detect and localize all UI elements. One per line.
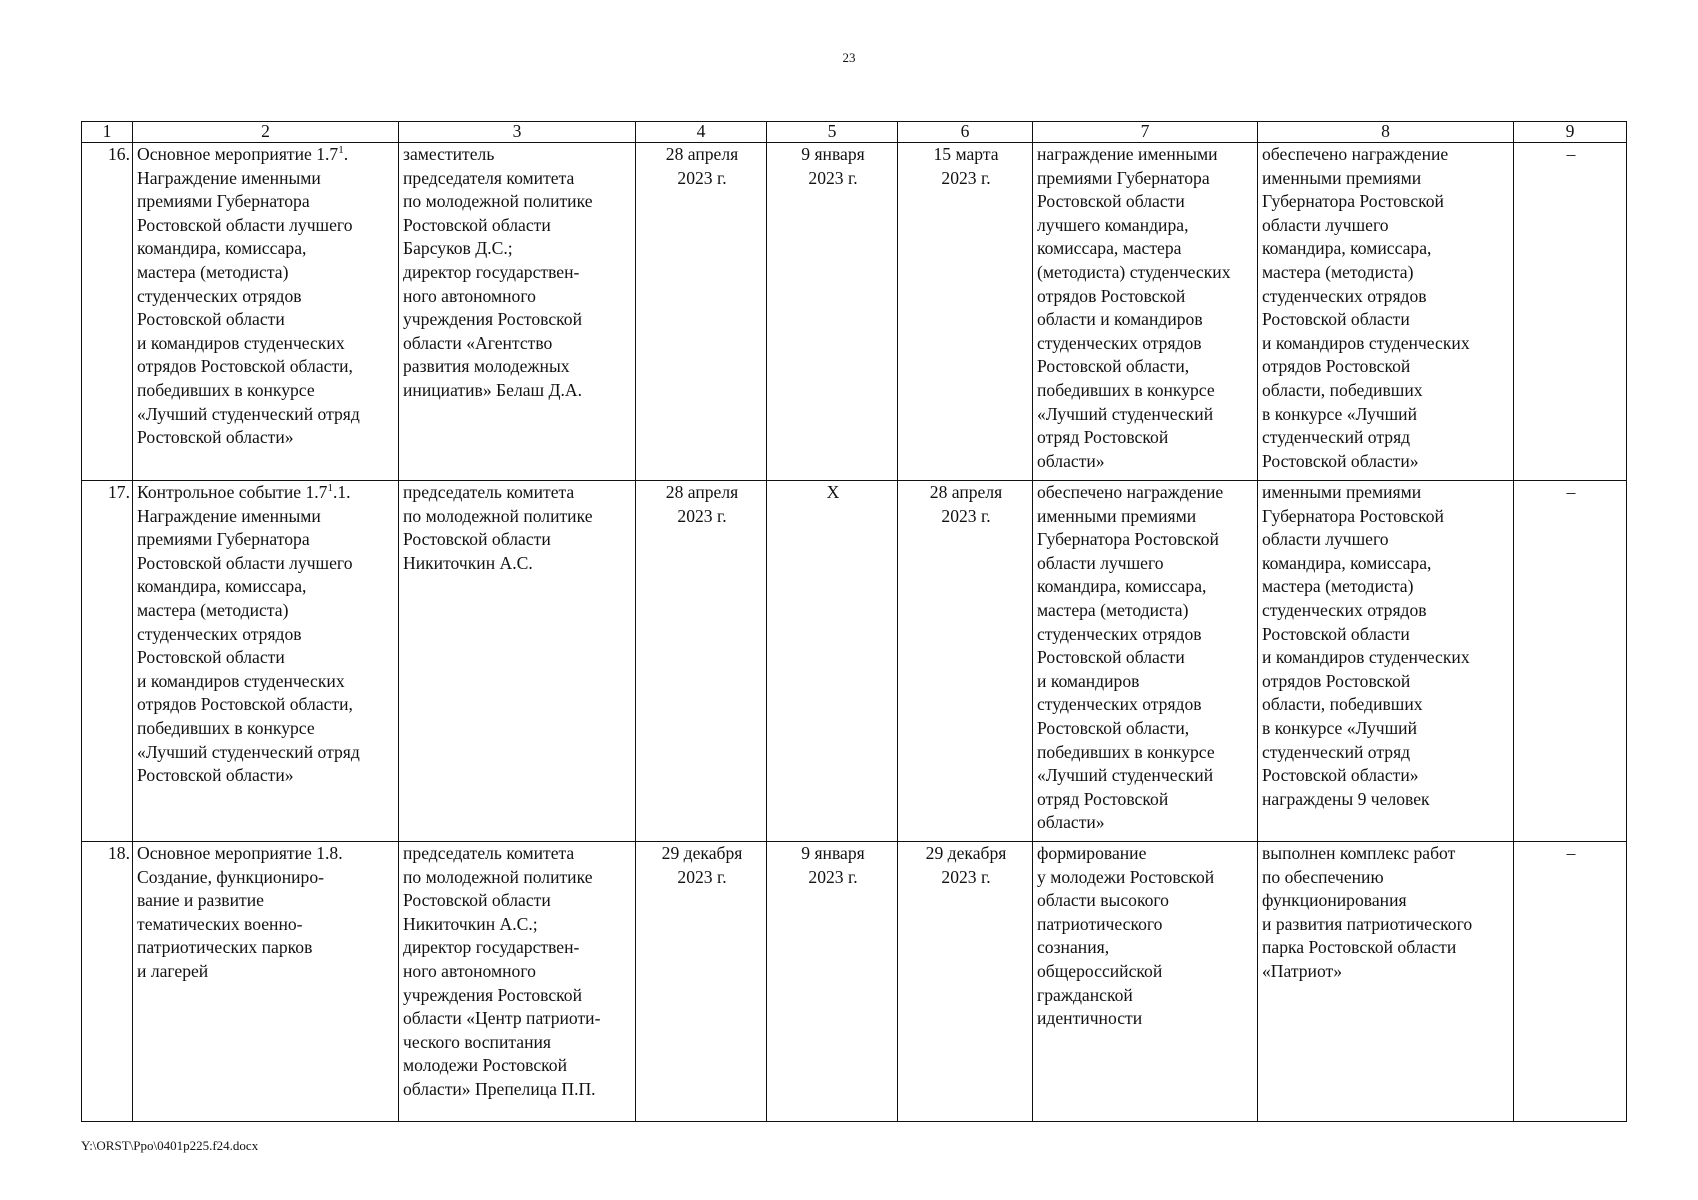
planned-date-cell — [636, 842, 767, 1122]
expected-result: обеспечено награждение именными премиями Губернатора Ростовской области лучшего командира, комиссара, мастера (методиста) студенческих отрядов Ростовской области и командиров студенческих отрядов Ростовской области, победивших в конкурсе «Лучший студенческий отряд Ростовской области» — [1037, 482, 1224, 833]
event-title-prefix: Основное мероприятие 1.8. Создание, функциониро- вание и развитие тематических военно- патриотических парков и лагерей — [137, 843, 343, 981]
responsible-text: председатель комитета по молодежной политике Ростовской области Никиточкин А.С.; директор государствен- ного автономного учреждения Ростовской области «Центр патриоти- ческого воспитания молодежи Ростовской области» Препелица П.П. — [403, 843, 601, 1099]
start-date: X — [826, 482, 840, 502]
actual-result-cell — [1258, 143, 1514, 481]
notes-cell: – — [1514, 842, 1627, 1122]
planned-date-cell — [636, 143, 767, 481]
column-header: 4 — [636, 122, 767, 143]
actual-result: именными премиями Губернатора Ростовской области лучшего командира, комиссара, мастера (методиста) студенческих отрядов Ростовской области и командиров студенческих отрядов Ростовской области, победивших в конкурсе «Лучший студенческий отряд Ростовской области» награждены 9 человек — [1262, 482, 1470, 809]
column-header: 2 — [133, 122, 399, 143]
event-title-cell — [133, 481, 399, 842]
file-path-footer: Y:\ORST\Ppo\0401p225.f24.docx — [81, 1138, 259, 1153]
event-title-rest: .1. Награждение именными премиями Губернатора Ростовской области лучшего командира, комиссара, мастера (методиста) студенческих отрядов Ростовской области и командиров студенческих отрядов Ростовской области, победивших в конкурсе «Лучший студенческий отряд Ростовской области» — [137, 482, 360, 786]
responsible-text: председатель комитета по молодежной политике Ростовской области Никиточкин А.С. — [403, 482, 593, 573]
document-table — [81, 121, 1627, 1122]
start-date-cell — [767, 481, 898, 842]
notes-cell: – — [1514, 143, 1627, 481]
planned-date: 29 декабря 2023 г. — [661, 843, 743, 887]
responsible-text: заместитель председателя комитета по молодежной политике Ростовской области Барсуков Д.С.; директор государствен- ного автономного учреждения Ростовской области «Агентство развития молодежных инициатив» Белаш Д.А. — [403, 144, 593, 400]
event-title-cell — [133, 842, 399, 1122]
event-title-prefix: Основное мероприятие 1.7 — [137, 144, 339, 164]
header-row — [82, 122, 1627, 143]
responsible-cell — [399, 143, 636, 481]
actual-result: обеспечено награждение именными премиями Губернатора Ростовской области лучшего командира, комиссара, мастера (методиста) студенческих отрядов Ростовской области и командиров студенческих отрядов Ростовской области, победивших в конкурсе «Лучший студенческий отряд Ростовской области» — [1262, 144, 1470, 471]
start-date-cell — [767, 143, 898, 481]
table-row — [82, 143, 1627, 481]
event-title-prefix: Контрольное событие 1.7 — [137, 482, 328, 502]
start-date: 9 января 2023 г. — [801, 843, 865, 887]
row-number: 18. — [82, 842, 133, 1122]
responsible-cell — [399, 481, 636, 842]
event-title-superscript: 1 — [327, 482, 333, 495]
end-date-cell — [898, 481, 1033, 842]
actual-result: выполнен комплекс работ по обеспечению функционирования и развития патриотического парка Ростовской области «Патриот» — [1262, 843, 1473, 981]
column-header: 5 — [767, 122, 898, 143]
expected-result-cell — [1033, 143, 1258, 481]
column-header: 9 — [1514, 122, 1627, 143]
row-number: 17. — [82, 481, 133, 842]
event-title-rest: . Награждение именными премиями Губернатора Ростовской области лучшего командира, комиссара, мастера (методиста) студенческих отрядов Ростовской области и командиров студенческих отрядов Ростовской области, победивших в конкурсе «Лучший студенческий отряд Ростовской области» — [137, 144, 360, 448]
planned-date: 28 апреля 2023 г. — [665, 144, 739, 188]
end-date: 28 апреля 2023 г. — [929, 482, 1003, 526]
event-title-superscript: 1 — [338, 144, 344, 157]
end-date: 29 декабря 2023 г. — [925, 843, 1007, 887]
planned-date-cell — [636, 481, 767, 842]
end-date: 15 марта 2023 г. — [933, 144, 999, 188]
responsible-cell — [399, 842, 636, 1122]
row-number: 16. — [82, 143, 133, 481]
start-date: 9 января 2023 г. — [801, 144, 865, 188]
end-date-cell — [898, 143, 1033, 481]
column-header: 3 — [399, 122, 636, 143]
actual-result-cell — [1258, 481, 1514, 842]
column-header: 8 — [1258, 122, 1514, 143]
planned-date: 28 апреля 2023 г. — [665, 482, 739, 526]
column-header: 6 — [898, 122, 1033, 143]
expected-result-cell — [1033, 842, 1258, 1122]
event-title-cell — [133, 143, 399, 481]
page-number: 23 — [842, 50, 856, 65]
notes-cell: – — [1514, 481, 1627, 842]
expected-result: награждение именными премиями Губернатора Ростовской области лучшего командира, комиссара, мастера (методиста) студенческих отрядов Ростовской области и командиров студенческих отрядов Ростовской области, победивших в конкурсе «Лучший студенческий отряд Ростовской области» — [1037, 144, 1231, 471]
actual-result-cell — [1258, 842, 1514, 1122]
column-header: 1 — [82, 122, 133, 143]
table-row — [82, 842, 1627, 1122]
start-date-cell — [767, 842, 898, 1122]
table-row — [82, 481, 1627, 842]
end-date-cell — [898, 842, 1033, 1122]
column-header: 7 — [1033, 122, 1258, 143]
expected-result-cell — [1033, 481, 1258, 842]
expected-result: формирование у молодежи Ростовской области высокого патриотического сознания, общероссийской гражданской идентичности — [1037, 843, 1215, 1029]
